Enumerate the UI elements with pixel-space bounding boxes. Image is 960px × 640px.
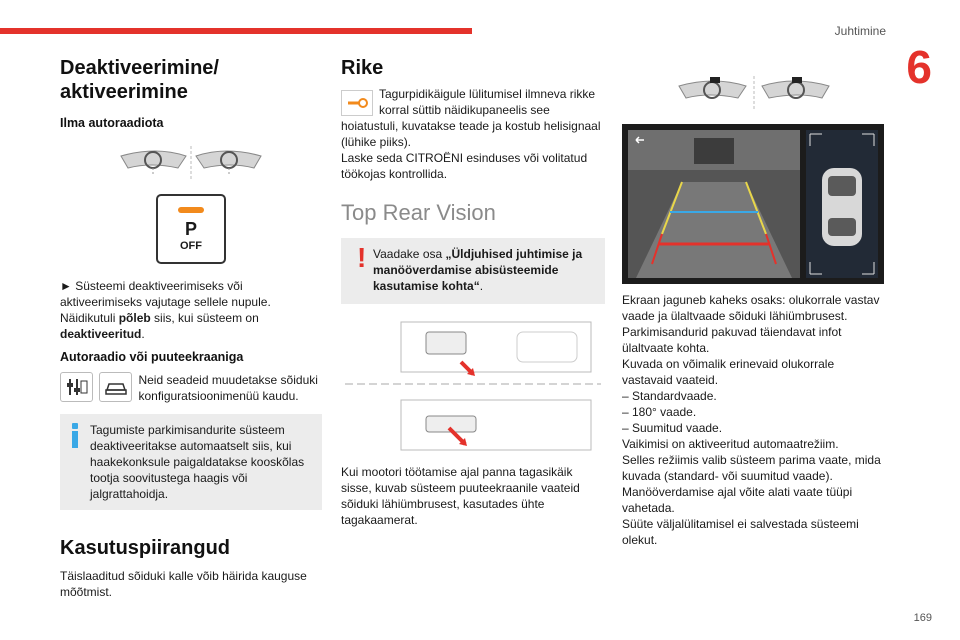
reverse-text: Kui mootori töötamise ajal panna tagasikäik sisse, kuvab süsteem puuteekraanile vaateid sõiduki lähiümbrusest, kasutades ühte tagakaamerat. bbox=[341, 465, 580, 527]
no-radio-heading: Ilma autoraadiota bbox=[60, 116, 164, 130]
column-middle bbox=[341, 56, 605, 528]
desc-line: – Suumitud vaade. bbox=[622, 421, 723, 435]
limits-text: Täislaaditud sõiduki kalle võib häirida kauguse mõõtmist. bbox=[60, 569, 307, 599]
column-right bbox=[622, 56, 886, 548]
rear-door-camera-icon bbox=[341, 318, 605, 458]
off-label: OFF bbox=[180, 239, 202, 252]
desc-line: Manööverdamise ajal võite alati vaate tüüpi vahetada. bbox=[622, 485, 853, 515]
column-left bbox=[60, 56, 322, 600]
radio-text: Neid seadeid muudetakse sõiduki konfiguratsioonimenüü kaudu. bbox=[138, 373, 318, 403]
car-settings-icon bbox=[99, 372, 132, 402]
top-rear-vision-title: Top Rear Vision bbox=[341, 200, 496, 225]
park-sensor-off-button[interactable] bbox=[156, 194, 226, 264]
park-sensor-icon: P bbox=[184, 218, 197, 239]
rear-camera-illustration bbox=[341, 318, 605, 458]
chapter-number: 6 bbox=[906, 41, 932, 93]
mirror-illustration bbox=[60, 144, 322, 184]
desc-line: – 180° vaade. bbox=[622, 405, 697, 419]
fault-text-2: Laske seda CITROËNI esinduses või volitatud töökojas kontrollida. bbox=[341, 151, 588, 181]
warning-icon: ! bbox=[357, 242, 367, 273]
radio-heading: Autoraadio või puuteekraaniga bbox=[60, 350, 244, 364]
desc-line: – Standardvaade. bbox=[622, 389, 717, 403]
camera-screen bbox=[622, 124, 884, 284]
mirror-camera-icon bbox=[674, 74, 834, 114]
mirror-camera-illustration bbox=[622, 74, 886, 114]
warning-note bbox=[341, 238, 605, 304]
info-text: Tagumiste parkimisandurite süsteem deaktiveeritakse automaatselt siis, kui haakekonksule paigaldatakse kooskõlas tootja soovitustega haagis või jalgrattahoidja. bbox=[90, 423, 305, 501]
warning-text: Vaadake osa „Üldjuhised juhtimise ja manööverdamise abisüsteemide kasutamise kohta“. bbox=[373, 247, 583, 293]
camera-description bbox=[622, 292, 886, 548]
desc-line: Vaikimisi on aktiveeritud automaatrežiim. bbox=[622, 437, 839, 451]
config-icons-row bbox=[60, 372, 322, 404]
desc-line: Süüte väljalülitamisel ei salvestada süsteemi olekut. bbox=[622, 517, 859, 547]
desc-line: Ekraan jaguneb kaheks osaks: olukorrale vastav vaade ja ülaltvaade sõiduki lähiümbrusest. bbox=[622, 293, 880, 323]
press-instruction: ► Süsteemi deaktiveerimiseks või aktiveerimiseks vajutage sellele nupule. bbox=[60, 279, 271, 309]
info-note bbox=[60, 414, 322, 510]
desc-line: Parkimisandurid pakuvad täiendavat infot ülaltvaate kohta. bbox=[622, 325, 842, 355]
deactivation-title: Deaktiveerimine/ aktiveerimine bbox=[60, 57, 219, 103]
settings-sliders-icon bbox=[60, 372, 93, 402]
limits-title: Kasutuspiirangud bbox=[60, 537, 231, 559]
indicator-led bbox=[178, 207, 204, 213]
desc-line: Kuvada on võimalik erinevaid olukorrale vastavaid vaateid. bbox=[622, 357, 835, 387]
page-number: 169 bbox=[913, 612, 932, 624]
info-icon bbox=[72, 423, 80, 449]
fault-text: Tagurpidikäigule lülitumisel ilmneva rikke korral süttib näidikupaneelis see hoiatustuli, kuvatakse teade ja kostub helisignaal (lühike piiks). bbox=[341, 87, 601, 149]
section-title: Juhtimine bbox=[834, 24, 886, 38]
indicator-text: Näidikutuli põleb siis, kui süsteem on deaktiveeritud. bbox=[60, 311, 259, 341]
camera-view-graphic bbox=[622, 124, 884, 284]
fault-title: Rike bbox=[341, 57, 384, 79]
desc-line: Selles režiimis valib süsteem parima vaate, mida kuvada (standard- või suumitud vaade). bbox=[622, 453, 881, 483]
fault-block bbox=[341, 86, 605, 182]
wrench-warning-icon bbox=[341, 90, 373, 116]
steering-mirror-icon bbox=[116, 144, 266, 184]
top-accent-bar bbox=[0, 28, 472, 34]
